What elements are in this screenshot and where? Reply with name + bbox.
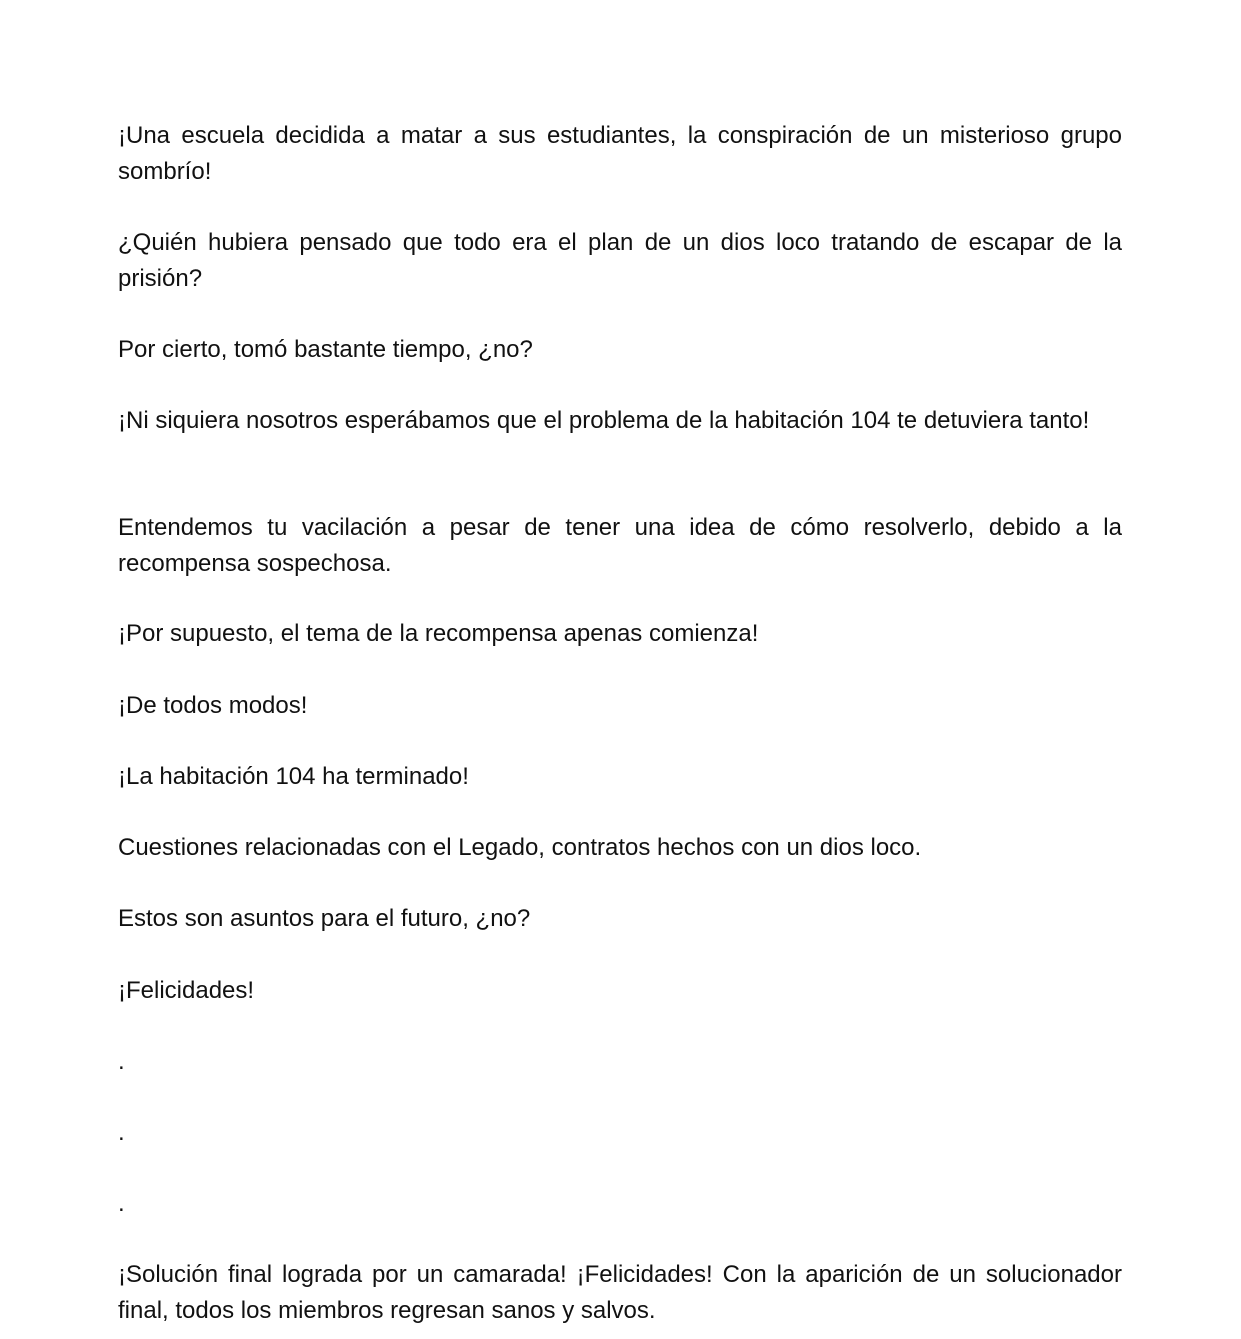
paragraph-final: ¡Solución final lograda por un camarada! ¡Felicidades! Con la aparición de un solucionador final, todos los miembros regresan sanos y salvos. (118, 1261, 1122, 1324)
paragraph-4: ¡Ni siquiera nosotros esperábamos que el problema de la habitación 104 te detuviera tanto! (118, 407, 1090, 434)
paragraph-9: Cuestiones relacionadas con el Legado, contratos hechos con un dios loco. (118, 834, 922, 861)
paragraph-3: Por cierto, tomó bastante tiempo, ¿no? (118, 336, 533, 363)
paragraph-6: ¡Por supuesto, el tema de la recompensa apenas comienza! (118, 620, 759, 647)
paragraph-11: ¡Felicidades! (118, 977, 255, 1004)
separator-dot-3: . (118, 1190, 125, 1217)
separator-dot-2: . (118, 1119, 125, 1146)
paragraph-10: Estos son asuntos para el futuro, ¿no? (118, 905, 531, 932)
paragraph-5: Entendemos tu vacilación a pesar de tener una idea de cómo resolverlo, debido a la recompensa sospechosa. (118, 514, 1122, 577)
paragraph-8: ¡La habitación 104 ha terminado! (118, 763, 469, 790)
separator-dot-1: . (118, 1048, 125, 1075)
paragraph-1: ¡Una escuela decidida a matar a sus estudiantes, la conspiración de un misterioso grupo sombrío! (118, 122, 1122, 185)
paragraph-7: ¡De todos modos! (118, 692, 308, 719)
paragraph-2: ¿Quién hubiera pensado que todo era el plan de un dios loco tratando de escapar de la prisión? (118, 229, 1122, 292)
